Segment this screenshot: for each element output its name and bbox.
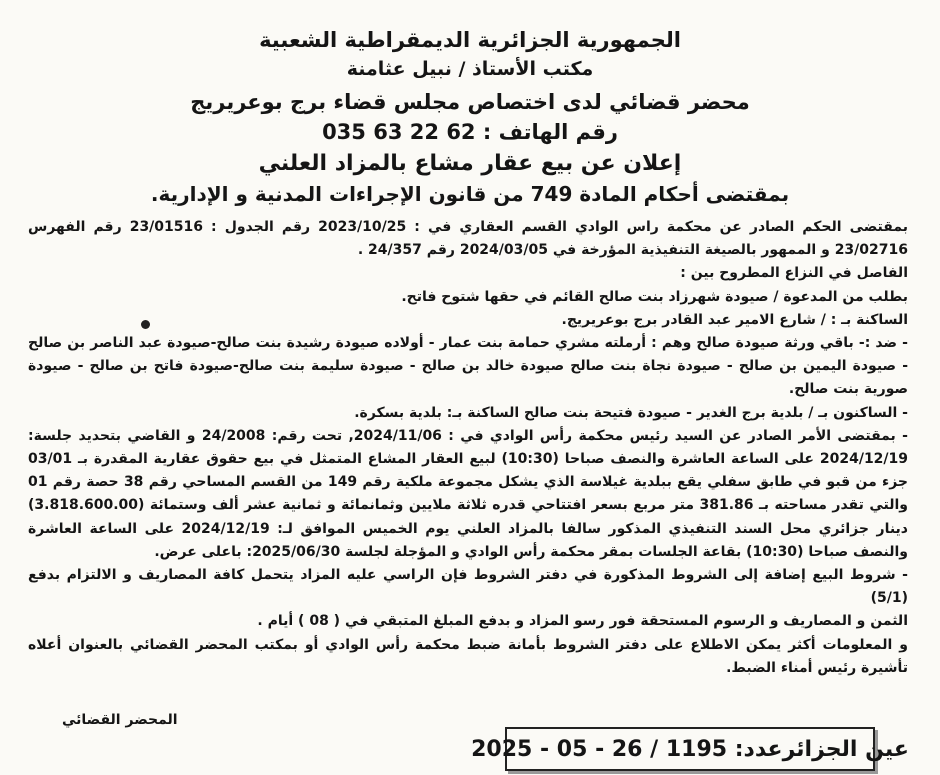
sale-conditions: - شروط البيع إضافة إلى الشروط المذكورة في دفتر الشروط فإن الراسي عليه المزاد يتحمل كافة المصاريف و الالتزام بدفع (5/1) — [28, 567, 908, 607]
judgment-paragraph: بمقتضى الحكم الصادر عن محكمة راس الوادي القسم العقاري في : 2023/10/25 رقم الجدول : 23/01516 رقم الفهرس 23/02716 و الممهور بالصيغة التنفيذية المؤرخة في 2024/03/05 رقم 24/357 . — [28, 219, 908, 259]
more-info: و المعلومات أكثر يمكن الاطلاع على دفتر الشروط بأمانة ضبط محكمة رأس الوادي أو بمكتب المحضر القضائي بالعنوان أعلاه تأشيرة رئيس أمناء الضبط. — [28, 636, 908, 676]
phone-number: رقم الهاتف : 62 22 63 035 — [322, 120, 618, 144]
legal-basis: بمقتضى أحكام المادة 749 من قانون الإجراءات المدنية و الإدارية. — [150, 182, 790, 206]
signature-label: المحضر القضائي — [62, 712, 178, 728]
dispute-intro: الفاصل في النزاع المطروح بين : — [680, 265, 908, 282]
defendants-paragraph: - ضد :- باقي ورثة صيودة صالح وهم : أرملته مشري حمامة بنت عمار - أولاده صيودة رشيدة بنت صالح-صيودة عبد الناصر بن صالح - صيودة اليمين بن صالح - صيودة نجاة بنت صالح صيودة خالد بن صالح - صيودة سليمة بنت صالح-صيودة فاتح بن صالح - صيودة صورية بنت صالح. — [28, 335, 908, 398]
plaintiff-address: الساكنة بـ : / شارع الامير عبد القادر برج بوعريريج. — [561, 311, 908, 328]
court-order-paragraph: - بمقتضى الأمر الصادر عن السيد رئيس محكمة رأس الوادي في : 2024/11/06, تحت رقم: 24/2008 و القاضي بتحديد جلسة: 2024/12/19 على الساعة العاشرة والنصف صباحا (10:30) لبيع العقار المشاع المتمثل في بيع حقوق عقارية المقدرة بـ 03/01 جزء من قبو في طابق سفلي يقع ببلدية غيلاسة الذي يشكل مجموعة ملكية رقم 149 من القسم المساحي رقم 38 حصة رقم 01 والتي تقدر مساحته بـ 381.86 متر مربع بسعر افتتاحي قدره ثلاثة ملايين وثمانمائة و ثمانية عشر ألف وستمائة (3.818.600.00) دينار جزائري محل السند التنفيذي المذكور سالفا بالمزاد العلني يوم الخميس الموافق لـ: 2024/12/19 على الساعة العاشرة والنصف صباحا (10:30) بقاعة الجلسات بمقر محكمة رأس الوادي و المؤجلة لجلسة 2025/06/30: باعلى عرض. — [28, 427, 909, 560]
plaintiff-paragraph: بطلب من المدعوة / صيودة شهرزاد بنت صالح القائم في حقها شتوح فاتح. — [401, 288, 908, 305]
defendants-address: - الساكنون بـ / بلدية برج الغدير - صيودة فتيحة بنت صالح الساكنة بـ: بلدية بسكرة. — [354, 404, 908, 421]
bailiff-jurisdiction: محضر قضائي لدى اختصاص مجلس قضاء برج بوعريريج — [190, 90, 750, 114]
notice-title: إعلان عن بيع عقار مشاع بالمزاد العلني — [258, 151, 682, 176]
notice-body — [28, 216, 908, 680]
payment-terms: الثمن و المصاريف و الرسوم المستحقة فور رسو المزاد و بدفع المبلغ المتبقي في ( 08 ) أيام . — [257, 613, 908, 630]
publication-stamp-box — [471, 727, 909, 771]
ink-spot-mark — [141, 320, 150, 329]
publication-stamp-text: عين الجزائرعدد: 1195 / 26 - 05 - 2025 — [471, 736, 909, 762]
office-name: مكتب الأستاذ / نبيل عثامنة — [346, 58, 594, 80]
republic-title: الجمهورية الجزائرية الديمقراطية الشعبية — [259, 28, 681, 52]
